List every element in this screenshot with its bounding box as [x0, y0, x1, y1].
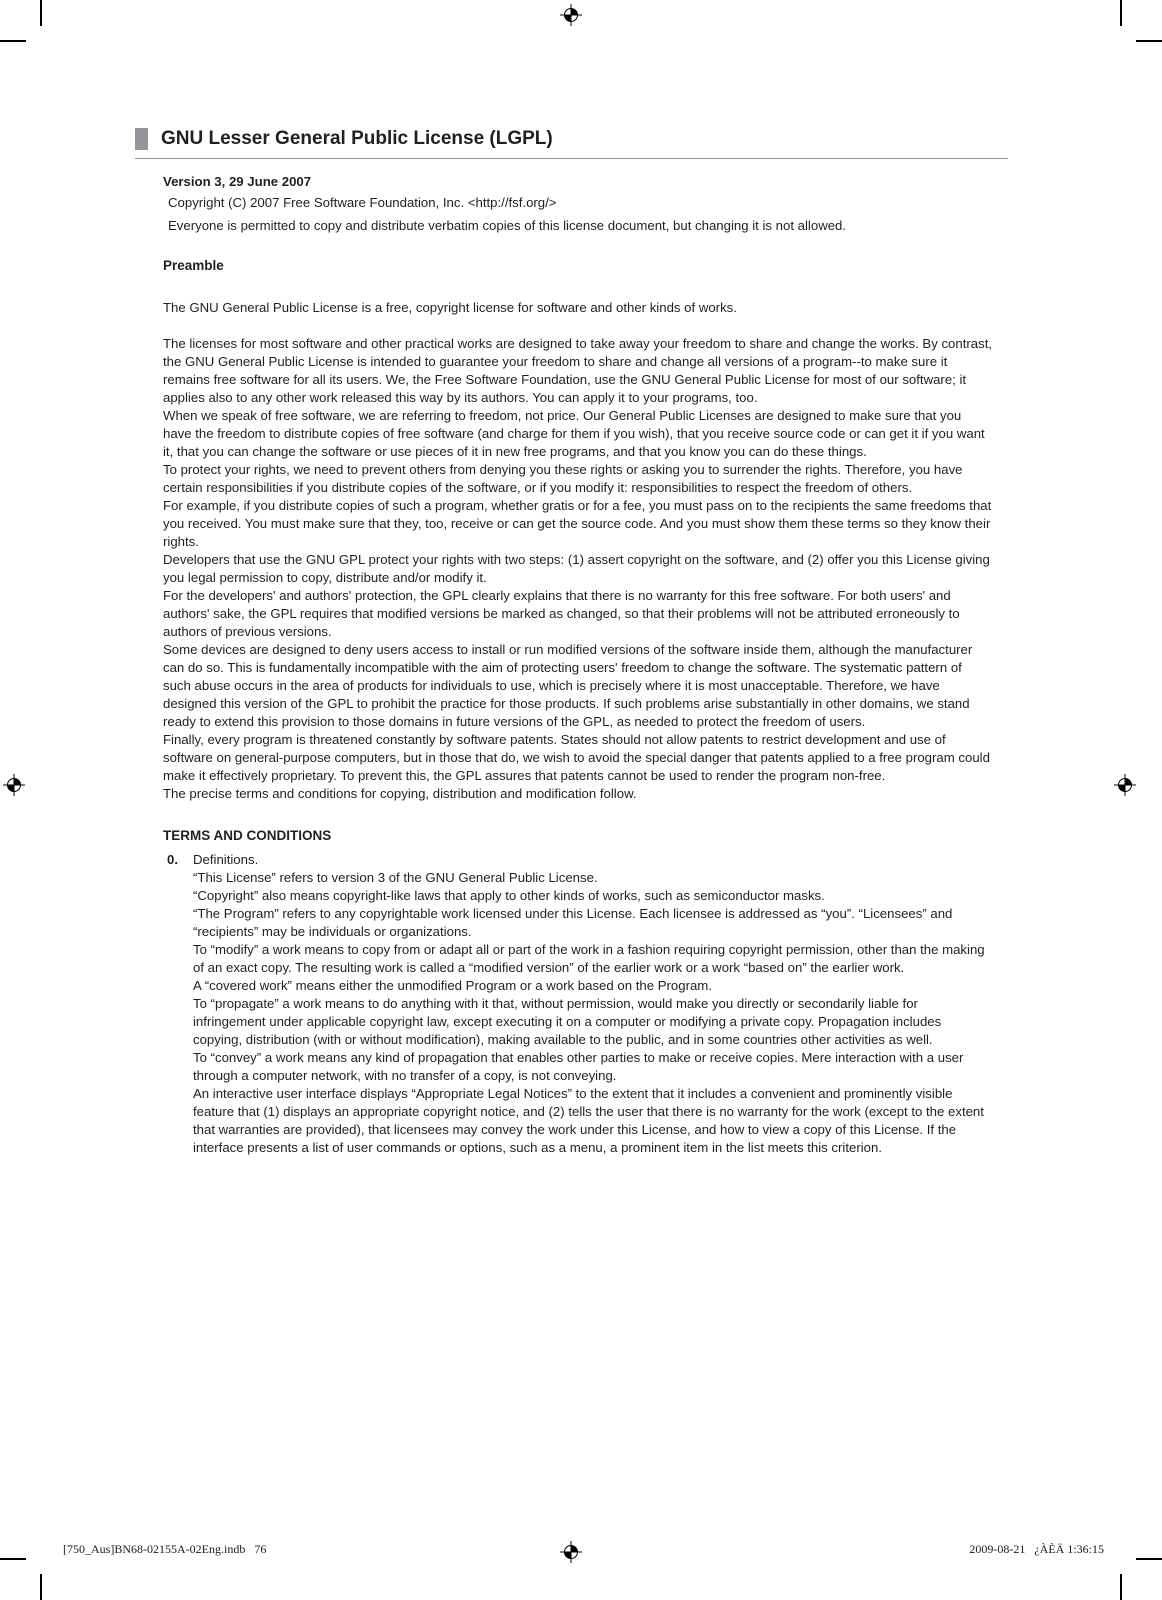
crop-mark-bottom-right-horizontal	[1136, 1558, 1162, 1560]
paragraph: The GNU General Public License is a free, copyright license for software and other kinds of works.	[163, 300, 737, 315]
paragraph: The precise terms and conditions for copying, distribution and modification follow.	[163, 786, 637, 801]
section-title: Definitions.	[193, 852, 259, 867]
paragraph: For example, if you distribute copies of such a program, whether gratis or for a fee, you must pass on to the recipients the same freedoms that you received. You must make sure that they, too, receive or can get the source code. And you must show them these terms so they know their rights.	[163, 498, 992, 549]
paragraph: “Copyright” also means copyright-like laws that apply to other kinds of works, such as semiconductor masks.	[193, 888, 825, 903]
paragraph: “This License” refers to version 3 of the GNU General Public License.	[193, 870, 598, 885]
title-rule	[135, 158, 1008, 159]
paragraph: Some devices are designed to deny users access to install or run modified versions of the software inside them, although the manufacturer can do so. This is fundamentally incompatible with the aim of protecting users' freedom to change the software. The systematic pattern of such abuse occurs in the area of products for individuals to use, which is precisely where it is most unacceptable. Therefore, we have designed this version of the GPL to prohibit the practice for those products. If such problems arise substantially in other domains, we stand ready to extend this provision to those domains in future versions of the GPL, as needed to protect the freedom of users.	[163, 642, 973, 729]
crop-mark-top-right-vertical	[1120, 0, 1122, 26]
paragraph: Developers that use the GNU GPL protect your rights with two steps: (1) assert copyright on the software, and (2) offer you this License giving you legal permission to copy, distribute and/or modify it.	[163, 552, 990, 585]
paragraph: Finally, every program is threatened constantly by software patents. States should not allow patents to restrict development and use of software on general-purpose computers, but in those that do, we wish to avoid the special danger that patents applied to a free program could make it effectively proprietary. To prevent this, the GPL assures that patents cannot be used to render the program non-free.	[163, 732, 990, 783]
paragraph: “The Program” refers to any copyrightable work licensed under this License. Each licensee is addressed as “you”. “Licensees” and “recipients” may be individuals or organizations.	[193, 906, 953, 939]
section-title-bar	[135, 128, 1008, 150]
paragraph: A “covered work” means either the unmodified Program or a work based on the Program.	[193, 978, 712, 993]
paragraph: An interactive user interface displays “Appropriate Legal Notices” to the extent that it includes a convenient and prominently visible feature that (1) displays an appropriate copyright notice, and (2) tells the user that there is no warranty for the work (except to the extent that warranties are provided), that licensees may convey the work under this License, and how to view a copy of this License. If the interface presents a list of user commands or options, such as a menu, a prominent item in the list meets this criterion.	[193, 1086, 984, 1155]
paragraph: The licenses for most software and other practical works are designed to take away your freedom to share and change the works. By contrast, the GNU General Public License is intended to guarantee your freedom to share and change all versions of a program--to make sure it remains free software for all its users. We, the Free Software Foundation, use the GNU General Public License for most of our software; it applies also to any other work released this way by its authors. You can apply it to your programs, too.	[163, 336, 993, 405]
title-bullet	[135, 128, 148, 150]
paragraph: To “propagate” a work means to do anything with it that, without permission, would make you directly or secondarily liable for infringement under applicable copyright law, except executing it on a computer or modifying a private copy. Propagation includes copying, distribution (with or without modification), making available to the public, and in some countries other activities as well.	[193, 996, 942, 1047]
crop-mark-top-left-vertical	[40, 0, 42, 26]
footer-timestamp: 2009-08-21 ¿ÀÈÄ 1:36:15	[969, 1542, 1104, 1556]
crop-mark-bottom-right-vertical	[1120, 1574, 1122, 1600]
paragraph: To “convey” a work means any kind of propagation that enables other parties to make or receive copies. Mere interaction with a user through a computer network, with no transfer of a copy, is not conveying.	[193, 1050, 964, 1083]
registration-mark-icon	[560, 4, 582, 26]
permission-line: Everyone is permitted to copy and distribute verbatim copies of this license document, but changing it is not allowed.	[168, 218, 847, 233]
preamble-heading: Preamble	[163, 258, 224, 273]
registration-mark-icon	[560, 1541, 582, 1563]
crop-mark-bottom-left-horizontal	[0, 1558, 26, 1560]
section-number: 0.	[167, 852, 178, 867]
crop-mark-top-left-horizontal	[0, 40, 26, 42]
page-title: GNU Lesser General Public License (LGPL)	[161, 128, 553, 149]
section-body	[193, 869, 993, 1157]
terms-heading: TERMS AND CONDITIONS	[163, 828, 332, 843]
paragraph: For the developers' and authors' protection, the GPL clearly explains that there is no warranty for this free software. For both users' and authors' sake, the GPL requires that modified versions be marked as changed, so that their problems will not be attributed erroneously to authors of previous versions.	[163, 588, 960, 639]
definitions-section	[163, 851, 993, 1157]
paragraph: To “modify” a work means to copy from or adapt all or part of the work in a fashion requiring copyright permission, other than the making of an exact copy. The resulting work is called a “modified version” of the earlier work or a work “based on” the earlier work.	[193, 942, 985, 975]
registration-mark-icon	[1114, 774, 1136, 796]
license-content	[135, 128, 1008, 1157]
copyright-line: Copyright (C) 2007 Free Software Foundation, Inc. <http://fsf.org/>	[168, 195, 557, 210]
registration-mark-icon	[3, 774, 25, 796]
footer-filename: [750_Aus]BN68-02155A-02Eng.indb 76	[63, 1542, 267, 1556]
version-heading: Version 3, 29 June 2007	[163, 174, 312, 189]
section-heading	[163, 851, 993, 869]
crop-mark-bottom-left-vertical	[40, 1574, 42, 1600]
paragraph: To protect your rights, we need to prevent others from denying you these rights or asking you to surrender the rights. Therefore, you have certain responsibilities if you distribute copies of the software, or if you modify it: responsibilities to respect the freedom of others.	[163, 462, 963, 495]
crop-mark-top-right-horizontal	[1136, 40, 1162, 42]
license-body	[163, 173, 993, 1157]
paragraph: When we speak of free software, we are referring to freedom, not price. Our General Public Licenses are designed to make sure that you have the freedom to distribute copies of free software (and charge for them if you wish), that you receive source code or can get it if you want it, that you can change the software or use pieces of it in new free programs, and that you know you can do these things.	[163, 408, 985, 459]
